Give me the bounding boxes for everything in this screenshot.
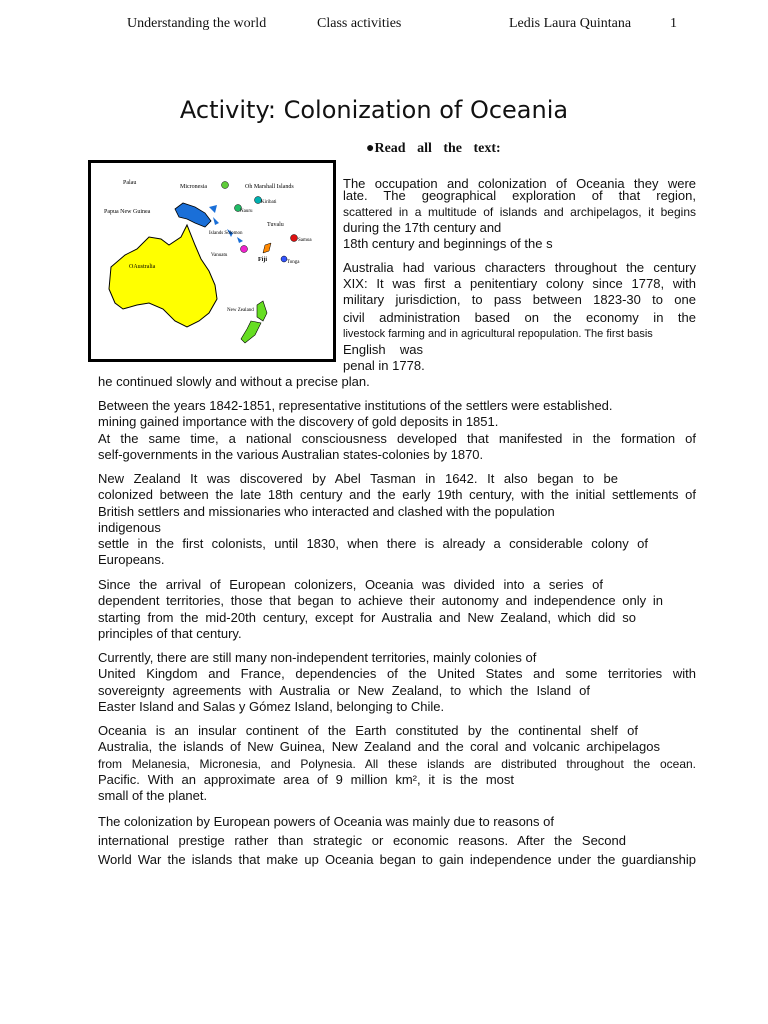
header-section: Class activities (317, 16, 402, 31)
paragraph-5-line: from Melanesia, Micronesia, and Polynesia. All these islands are distributed throughout the ocean. (98, 756, 696, 771)
paragraph-3-line: starting from the mid-20th century, except for Australia and New Zealand, which did so (98, 609, 636, 625)
map-label-fiji: Fiji (258, 257, 267, 263)
paragraph-2 (98, 471, 696, 569)
side-line-8: military jurisdiction, to pass between 1823-30 to one (343, 292, 696, 307)
paragraph-0: he continued slowly and without a precise plan. (98, 374, 370, 389)
paragraph-4-line: sovereignty agreements with Australia or New Zealand, to which the Island of (98, 682, 590, 698)
map-label-nauru: Nauru (240, 209, 253, 214)
paragraph-1-line: Between the years 1842-1851, representative institutions of the settlers were established. (98, 398, 613, 413)
side-line-7: XIX: It was first a penitentiary colony since 1778, with (343, 276, 696, 291)
paragraph-6-line: World War the islands that make up Oceania began to gain independence under the guardianship (98, 852, 696, 867)
paragraph-3 (98, 577, 696, 642)
page-title: Activity: Colonization of Oceania (179, 96, 569, 124)
nz-south-shape (241, 321, 261, 343)
map-label-solomon: Islands Solomon (209, 231, 243, 236)
header-author: Ledis Laura Quintana (509, 16, 632, 31)
map-label-png: Papua New Guinea (104, 209, 151, 215)
subtitle: ●Read all the text: (366, 141, 501, 156)
paragraph-4-line: Easter Island and Salas y Gómez Island, belonging to Chile. (98, 698, 445, 714)
paragraph-2-line: Europeans. (98, 552, 165, 568)
paragraph-5-line: Pacific. With an approximate area of 9 million km², it is the most (98, 771, 514, 787)
samoa-dot (291, 235, 298, 242)
paragraph-3-line: dependent territories, those that began to achieve their autonomy and independence only in (98, 593, 663, 609)
paragraph-1-line: mining gained importance with the discovery of gold deposits in 1851. (98, 414, 499, 430)
paragraph-3-line: principles of that century. (98, 625, 242, 641)
fiji-shape (263, 243, 271, 253)
paragraph-2-line: indigenous (98, 519, 161, 535)
side-line-2: late. The geographical exploration of that region, (343, 188, 696, 203)
map-label-micronesia: Micronesia (180, 184, 207, 190)
map-label-tuvalu: Tuvalu (267, 222, 284, 228)
side-line-6: Australia had various characters throughout the century (343, 260, 696, 275)
paragraph-4 (98, 650, 696, 715)
paragraph-5 (98, 723, 696, 804)
vanuatu-dot (241, 246, 248, 253)
australia-shape (109, 225, 217, 327)
map-label-palau: Palau (123, 180, 137, 186)
paragraph-5-line: small of the planet. (98, 788, 208, 804)
paragraph-6 (98, 812, 696, 869)
png-shape (175, 203, 211, 227)
paragraph-2-line: British settlers and missionaries who interacted and clashed with the population (98, 503, 555, 519)
side-line-4: during the 17th century and (343, 220, 502, 235)
page-number: 1 (670, 16, 677, 31)
paragraph-1-line: At the same time, a national consciousness developed that manifested in the formation of (98, 430, 696, 446)
paragraph-3-line: Since the arrival of European colonizers, Oceania was divided into a series of (98, 577, 603, 592)
paragraph-6-line: The colonization by European powers of Oceania was mainly due to reasons of (98, 814, 554, 829)
paragraph-1-line: self-governments in the various Australian states-colonies by 1870. (98, 446, 484, 462)
side-line-12: penal in 1778. (343, 358, 425, 373)
paragraph-5-line: Oceania is an insular continent of the Earth constituted by the continental shelf of (98, 723, 638, 738)
paragraph-2-line: settle in the first colonists, until 1830, when there is already a considerable colony of (98, 536, 648, 552)
micronesia-dot (222, 182, 229, 189)
map-label-marshall: Oh Marshall Islands (245, 184, 294, 190)
side-line-1: The occupation and colonization of Oceania they were (343, 176, 696, 191)
paragraph-4-line: United Kingdom and France, dependencies of the United States and some territories with (98, 666, 696, 682)
map-label-australia: OAustralia (129, 264, 156, 270)
paragraph-6-line: international prestige rather than strategic or economic reasons. After the Second (98, 833, 626, 848)
paragraph-5-line: Australia, the islands of New Guinea, New Zealand and the coral and volcanic archipelagos (98, 739, 660, 755)
oceania-map (88, 160, 336, 362)
map-label-kiribati: Kiribati (261, 200, 277, 205)
map-label-nz: New Zealand (227, 308, 254, 313)
paragraph-4-line: Currently, there are still many non-independent territories, mainly colonies of (98, 650, 537, 665)
header-course: Understanding the world (127, 16, 267, 31)
side-line-9: civil administration based on the economy in the (343, 310, 696, 325)
side-line-10: livestock farming and in agricultural repopulation. The first basis (343, 328, 653, 340)
paragraph-2-line: New Zealand It was discovered by Abel Tasman in 1642. It also began to be (98, 471, 618, 486)
side-line-11: English was (343, 342, 423, 357)
side-line-3: scattered in a multitude of islands and archipelagos, it begins (343, 205, 696, 219)
side-line-5: 18th century and beginnings of the s (343, 236, 553, 251)
map-label-tonga: Tonga (287, 260, 300, 265)
paragraph-1 (98, 398, 696, 463)
map-label-vanuatu: Vanuatu (211, 253, 228, 258)
map-label-samoa: Samoa (298, 238, 312, 243)
paragraph-2-line: colonized between the late 18th century and the early 19th century, with the initial settlements of (98, 487, 696, 503)
nz-shape (257, 301, 267, 321)
